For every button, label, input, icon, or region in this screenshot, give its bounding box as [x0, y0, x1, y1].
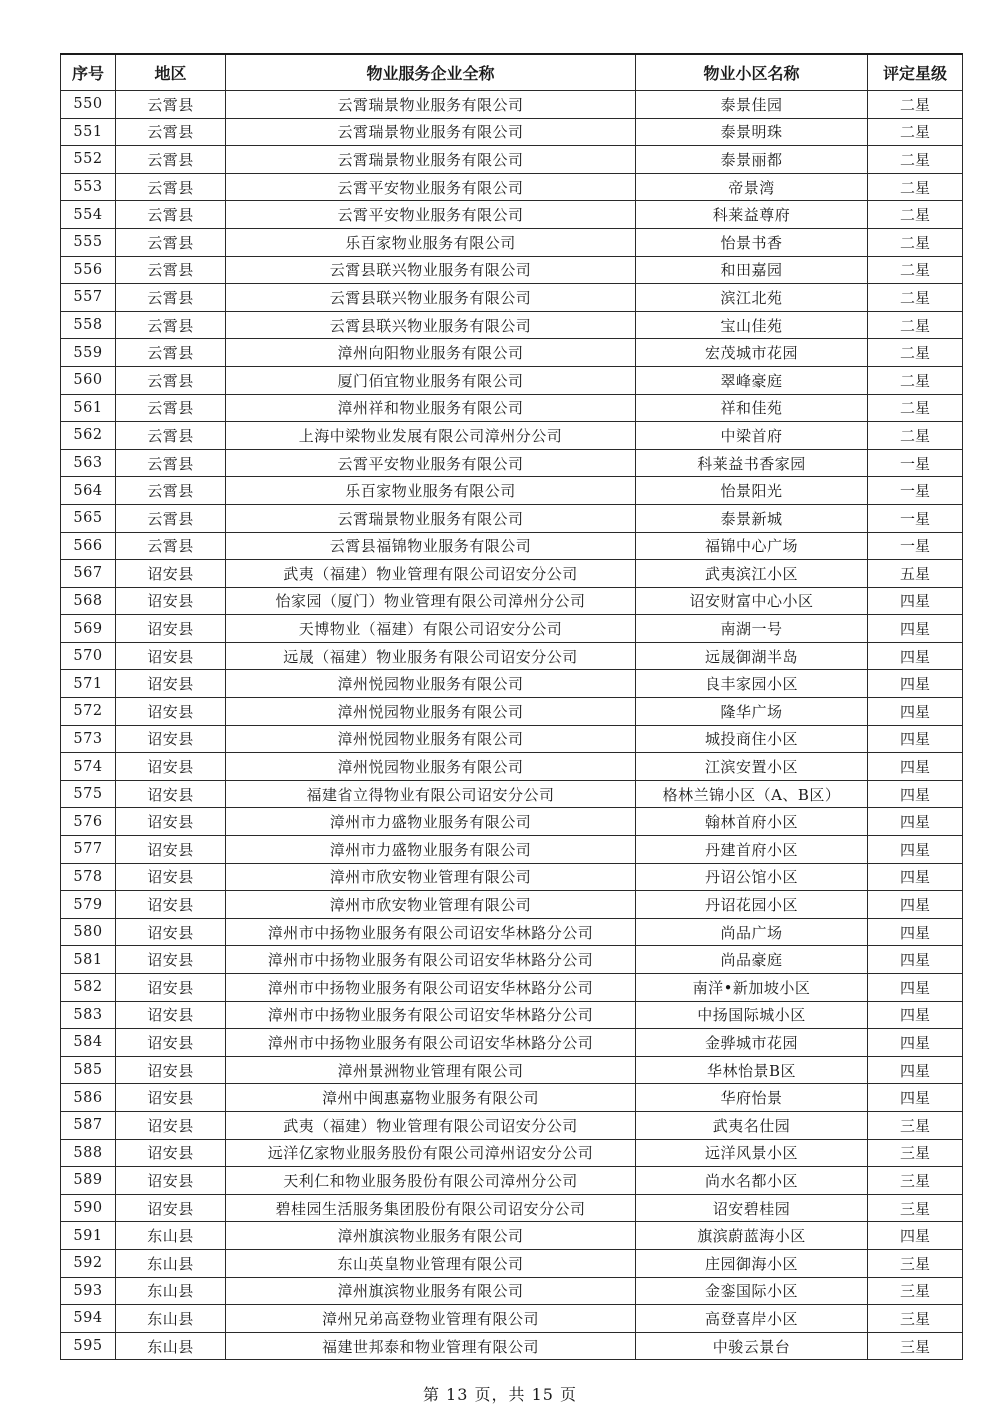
cell-region: 诏安县 [116, 725, 226, 753]
cell-index: 588 [61, 1139, 116, 1167]
cell-index: 587 [61, 1111, 116, 1139]
cell-star-rating: 三星 [868, 1194, 963, 1222]
cell-company: 乐百家物业服务有限公司 [226, 228, 636, 256]
cell-star-rating: 一星 [868, 477, 963, 505]
cell-community: 隆华广场 [636, 698, 868, 726]
cell-community: 江滨安置小区 [636, 753, 868, 781]
cell-star-rating: 二星 [868, 339, 963, 367]
header-community: 物业小区名称 [636, 54, 868, 91]
cell-star-rating: 三星 [868, 1249, 963, 1277]
table-row [61, 118, 963, 146]
cell-company: 漳州悦园物业服务有限公司 [226, 753, 636, 781]
cell-company: 漳州市力盛物业服务有限公司 [226, 808, 636, 836]
cell-star-rating: 四星 [868, 587, 963, 615]
cell-community: 怡景书香 [636, 228, 868, 256]
cell-company: 漳州市中扬物业服务有限公司诏安华林路分公司 [226, 946, 636, 974]
cell-region: 东山县 [116, 1277, 226, 1305]
cell-company: 漳州旗滨物业服务有限公司 [226, 1222, 636, 1250]
cell-star-rating: 一星 [868, 532, 963, 560]
table-row [61, 1222, 963, 1250]
cell-company: 漳州悦园物业服务有限公司 [226, 725, 636, 753]
cell-region: 云霄县 [116, 504, 226, 532]
cell-region: 云霄县 [116, 256, 226, 284]
cell-community: 泰景丽都 [636, 146, 868, 174]
page-number: 第 13 页，共 15 页 [422, 1385, 578, 1404]
table-header-row [61, 54, 963, 91]
table-row [61, 146, 963, 174]
cell-region: 诏安县 [116, 642, 226, 670]
table-row [61, 201, 963, 229]
cell-community: 华府怡景 [636, 1084, 868, 1112]
cell-community: 远晟御湖半岛 [636, 642, 868, 670]
cell-index: 571 [61, 670, 116, 698]
cell-star-rating: 四星 [868, 615, 963, 643]
cell-community: 科莱益尊府 [636, 201, 868, 229]
cell-region: 诏安县 [116, 780, 226, 808]
table-row [61, 946, 963, 974]
cell-index: 582 [61, 974, 116, 1002]
cell-star-rating: 四星 [868, 642, 963, 670]
cell-region: 诏安县 [116, 891, 226, 919]
cell-community: 中梁首府 [636, 422, 868, 450]
cell-index: 551 [61, 118, 116, 146]
cell-company: 怡家园（厦门）物业管理有限公司漳州分公司 [226, 587, 636, 615]
cell-index: 552 [61, 146, 116, 174]
cell-index: 567 [61, 560, 116, 588]
cell-region: 诏安县 [116, 698, 226, 726]
cell-star-rating: 二星 [868, 91, 963, 119]
cell-company: 云霄平安物业服务有限公司 [226, 449, 636, 477]
table-row [61, 1249, 963, 1277]
cell-region: 诏安县 [116, 974, 226, 1002]
cell-index: 594 [61, 1305, 116, 1333]
table-row [61, 587, 963, 615]
cell-region: 诏安县 [116, 918, 226, 946]
cell-star-rating: 二星 [868, 118, 963, 146]
table-row [61, 394, 963, 422]
cell-region: 诏安县 [116, 836, 226, 864]
cell-company: 云霄平安物业服务有限公司 [226, 173, 636, 201]
cell-community: 丹建首府小区 [636, 836, 868, 864]
cell-star-rating: 三星 [868, 1277, 963, 1305]
cell-company: 漳州市中扬物业服务有限公司诏安华林路分公司 [226, 1001, 636, 1029]
cell-index: 561 [61, 394, 116, 422]
cell-region: 诏安县 [116, 1001, 226, 1029]
cell-index: 573 [61, 725, 116, 753]
cell-community: 格林兰锦小区（A、B区） [636, 780, 868, 808]
cell-star-rating: 二星 [868, 228, 963, 256]
cell-star-rating: 三星 [868, 1305, 963, 1333]
cell-star-rating: 二星 [868, 173, 963, 201]
cell-star-rating: 一星 [868, 504, 963, 532]
cell-community: 诏安财富中心小区 [636, 587, 868, 615]
cell-community: 远洋风景小区 [636, 1139, 868, 1167]
cell-region: 云霄县 [116, 311, 226, 339]
cell-company: 天利仁和物业服务股份有限公司漳州分公司 [226, 1167, 636, 1195]
cell-company: 漳州旗滨物业服务有限公司 [226, 1277, 636, 1305]
cell-community: 翠峰豪庭 [636, 366, 868, 394]
cell-region: 诏安县 [116, 1139, 226, 1167]
cell-index: 569 [61, 615, 116, 643]
cell-index: 557 [61, 284, 116, 312]
cell-company: 远晟（福建）物业服务有限公司诏安分公司 [226, 642, 636, 670]
cell-region: 诏安县 [116, 1111, 226, 1139]
cell-index: 556 [61, 256, 116, 284]
cell-company: 福建世邦泰和物业管理有限公司 [226, 1332, 636, 1360]
cell-index: 572 [61, 698, 116, 726]
cell-region: 东山县 [116, 1249, 226, 1277]
cell-index: 553 [61, 173, 116, 201]
cell-index: 593 [61, 1277, 116, 1305]
cell-star-rating: 二星 [868, 366, 963, 394]
cell-company: 漳州兄弟高登物业管理有限公司 [226, 1305, 636, 1333]
cell-index: 566 [61, 532, 116, 560]
table-row [61, 918, 963, 946]
cell-company: 云霄县联兴物业服务有限公司 [226, 256, 636, 284]
cell-index: 581 [61, 946, 116, 974]
cell-company: 武夷（福建）物业管理有限公司诏安分公司 [226, 1111, 636, 1139]
cell-index: 589 [61, 1167, 116, 1195]
cell-company: 云霄县福锦物业服务有限公司 [226, 532, 636, 560]
cell-company: 漳州中闽惠嘉物业服务有限公司 [226, 1084, 636, 1112]
table-row [61, 173, 963, 201]
cell-index: 586 [61, 1084, 116, 1112]
cell-community: 怡景阳光 [636, 477, 868, 505]
cell-region: 云霄县 [116, 366, 226, 394]
cell-star-rating: 四星 [868, 836, 963, 864]
table-body [61, 91, 963, 1360]
cell-region: 东山县 [116, 1305, 226, 1333]
table-row [61, 615, 963, 643]
cell-company: 厦门佰宜物业服务有限公司 [226, 366, 636, 394]
cell-company: 漳州市欣安物业管理有限公司 [226, 863, 636, 891]
cell-company: 云霄瑞景物业服务有限公司 [226, 146, 636, 174]
cell-region: 云霄县 [116, 394, 226, 422]
cell-community: 宏茂城市花园 [636, 339, 868, 367]
cell-star-rating: 二星 [868, 146, 963, 174]
table-row [61, 311, 963, 339]
cell-region: 云霄县 [116, 449, 226, 477]
table-row [61, 91, 963, 119]
table-row [61, 366, 963, 394]
cell-company: 远洋亿家物业服务股份有限公司漳州诏安分公司 [226, 1139, 636, 1167]
cell-community: 南湖一号 [636, 615, 868, 643]
cell-index: 576 [61, 808, 116, 836]
table-row [61, 670, 963, 698]
header-company: 物业服务企业全称 [226, 54, 636, 91]
table-row [61, 863, 963, 891]
cell-company: 漳州市欣安物业管理有限公司 [226, 891, 636, 919]
cell-region: 诏安县 [116, 1084, 226, 1112]
cell-community: 帝景湾 [636, 173, 868, 201]
cell-community: 武夷名仕园 [636, 1111, 868, 1139]
table-row [61, 974, 963, 1002]
table-row [61, 504, 963, 532]
cell-region: 云霄县 [116, 146, 226, 174]
table-row [61, 1194, 963, 1222]
cell-region: 诏安县 [116, 1194, 226, 1222]
cell-index: 550 [61, 91, 116, 119]
table-row [61, 256, 963, 284]
cell-star-rating: 四星 [868, 891, 963, 919]
cell-star-rating: 四星 [868, 808, 963, 836]
cell-region: 云霄县 [116, 284, 226, 312]
table-row [61, 1056, 963, 1084]
cell-index: 578 [61, 863, 116, 891]
cell-region: 诏安县 [116, 670, 226, 698]
cell-region: 云霄县 [116, 532, 226, 560]
table-row [61, 422, 963, 450]
cell-star-rating: 二星 [868, 201, 963, 229]
star-rating-table [60, 53, 963, 1360]
cell-star-rating: 二星 [868, 256, 963, 284]
cell-star-rating: 五星 [868, 560, 963, 588]
cell-index: 554 [61, 201, 116, 229]
cell-index: 568 [61, 587, 116, 615]
cell-star-rating: 二星 [868, 284, 963, 312]
cell-community: 宝山佳苑 [636, 311, 868, 339]
cell-company: 碧桂园生活服务集团股份有限公司诏安分公司 [226, 1194, 636, 1222]
cell-community: 和田嘉园 [636, 256, 868, 284]
table-row [61, 228, 963, 256]
cell-star-rating: 四星 [868, 1222, 963, 1250]
cell-region: 云霄县 [116, 477, 226, 505]
cell-company: 乐百家物业服务有限公司 [226, 477, 636, 505]
cell-company: 福建省立得物业有限公司诏安分公司 [226, 780, 636, 808]
cell-community: 福锦中心广场 [636, 532, 868, 560]
cell-index: 584 [61, 1029, 116, 1057]
cell-index: 574 [61, 753, 116, 781]
cell-region: 诏安县 [116, 615, 226, 643]
cell-company: 天博物业（福建）有限公司诏安分公司 [226, 615, 636, 643]
cell-index: 560 [61, 366, 116, 394]
table-row [61, 1084, 963, 1112]
table-row [61, 780, 963, 808]
cell-region: 云霄县 [116, 201, 226, 229]
cell-community: 中扬国际城小区 [636, 1001, 868, 1029]
cell-index: 595 [61, 1332, 116, 1360]
cell-community: 金銮国际小区 [636, 1277, 868, 1305]
cell-region: 东山县 [116, 1222, 226, 1250]
cell-community: 尚品广场 [636, 918, 868, 946]
cell-region: 云霄县 [116, 339, 226, 367]
cell-index: 579 [61, 891, 116, 919]
cell-community: 武夷滨江小区 [636, 560, 868, 588]
cell-star-rating: 二星 [868, 311, 963, 339]
cell-index: 558 [61, 311, 116, 339]
table-row [61, 753, 963, 781]
cell-community: 金骅城市花园 [636, 1029, 868, 1057]
cell-index: 591 [61, 1222, 116, 1250]
cell-region: 诏安县 [116, 587, 226, 615]
cell-region: 诏安县 [116, 946, 226, 974]
table-row [61, 1029, 963, 1057]
cell-index: 590 [61, 1194, 116, 1222]
cell-region: 诏安县 [116, 1167, 226, 1195]
cell-community: 泰景佳园 [636, 91, 868, 119]
cell-star-rating: 三星 [868, 1111, 963, 1139]
cell-community: 庄园御海小区 [636, 1249, 868, 1277]
cell-star-rating: 四星 [868, 974, 963, 1002]
cell-company: 漳州祥和物业服务有限公司 [226, 394, 636, 422]
cell-region: 诏安县 [116, 753, 226, 781]
cell-region: 东山县 [116, 1332, 226, 1360]
cell-community: 丹诏花园小区 [636, 891, 868, 919]
cell-region: 诏安县 [116, 808, 226, 836]
table-row [61, 1111, 963, 1139]
cell-star-rating: 四星 [868, 1084, 963, 1112]
header-star-rating: 评定星级 [868, 54, 963, 91]
cell-star-rating: 四星 [868, 863, 963, 891]
cell-star-rating: 四星 [868, 753, 963, 781]
table-row [61, 698, 963, 726]
cell-region: 云霄县 [116, 91, 226, 119]
table-row [61, 1167, 963, 1195]
cell-index: 559 [61, 339, 116, 367]
cell-index: 564 [61, 477, 116, 505]
cell-region: 云霄县 [116, 422, 226, 450]
cell-company: 上海中梁物业发展有限公司漳州分公司 [226, 422, 636, 450]
cell-community: 祥和佳苑 [636, 394, 868, 422]
cell-star-rating: 四星 [868, 1056, 963, 1084]
cell-community: 泰景明珠 [636, 118, 868, 146]
cell-community: 丹诏公馆小区 [636, 863, 868, 891]
cell-index: 575 [61, 780, 116, 808]
table-row [61, 1277, 963, 1305]
cell-star-rating: 四星 [868, 946, 963, 974]
table-row [61, 532, 963, 560]
table-row [61, 477, 963, 505]
cell-index: 580 [61, 918, 116, 946]
cell-community: 良丰家园小区 [636, 670, 868, 698]
cell-region: 诏安县 [116, 863, 226, 891]
cell-company: 云霄瑞景物业服务有限公司 [226, 91, 636, 119]
cell-star-rating: 四星 [868, 725, 963, 753]
cell-index: 592 [61, 1249, 116, 1277]
cell-company: 云霄县联兴物业服务有限公司 [226, 284, 636, 312]
table-row [61, 642, 963, 670]
cell-star-rating: 二星 [868, 422, 963, 450]
cell-star-rating: 三星 [868, 1139, 963, 1167]
cell-company: 云霄瑞景物业服务有限公司 [226, 504, 636, 532]
table-row [61, 339, 963, 367]
cell-community: 旗滨蔚蓝海小区 [636, 1222, 868, 1250]
cell-index: 583 [61, 1001, 116, 1029]
table-row [61, 449, 963, 477]
table-row [61, 1139, 963, 1167]
cell-star-rating: 四星 [868, 670, 963, 698]
cell-community: 翰林首府小区 [636, 808, 868, 836]
table-row [61, 1305, 963, 1333]
cell-star-rating: 四星 [868, 1029, 963, 1057]
table-row [61, 1001, 963, 1029]
cell-company: 云霄平安物业服务有限公司 [226, 201, 636, 229]
cell-community: 尚品豪庭 [636, 946, 868, 974]
header-region: 地区 [116, 54, 226, 91]
cell-star-rating: 二星 [868, 394, 963, 422]
cell-index: 563 [61, 449, 116, 477]
cell-star-rating: 三星 [868, 1332, 963, 1360]
cell-company: 漳州市力盛物业服务有限公司 [226, 836, 636, 864]
cell-star-rating: 四星 [868, 780, 963, 808]
cell-star-rating: 一星 [868, 449, 963, 477]
cell-company: 云霄县联兴物业服务有限公司 [226, 311, 636, 339]
cell-index: 577 [61, 836, 116, 864]
table-row [61, 891, 963, 919]
cell-star-rating: 四星 [868, 698, 963, 726]
cell-region: 诏安县 [116, 560, 226, 588]
cell-company: 漳州悦园物业服务有限公司 [226, 698, 636, 726]
cell-community: 城投商住小区 [636, 725, 868, 753]
table-row [61, 1332, 963, 1360]
cell-community: 科莱益书香家园 [636, 449, 868, 477]
cell-company: 漳州市中扬物业服务有限公司诏安华林路分公司 [226, 918, 636, 946]
cell-star-rating: 四星 [868, 918, 963, 946]
cell-star-rating: 三星 [868, 1167, 963, 1195]
table-row [61, 808, 963, 836]
cell-community: 中骏云景台 [636, 1332, 868, 1360]
cell-index: 585 [61, 1056, 116, 1084]
table-row [61, 560, 963, 588]
cell-star-rating: 四星 [868, 1001, 963, 1029]
cell-community: 南洋•新加坡小区 [636, 974, 868, 1002]
cell-company: 漳州悦园物业服务有限公司 [226, 670, 636, 698]
table-row [61, 725, 963, 753]
cell-region: 云霄县 [116, 173, 226, 201]
cell-community: 高登喜岸小区 [636, 1305, 868, 1333]
cell-company: 漳州市中扬物业服务有限公司诏安华林路分公司 [226, 974, 636, 1002]
cell-index: 562 [61, 422, 116, 450]
cell-company: 东山英皇物业管理有限公司 [226, 1249, 636, 1277]
cell-region: 云霄县 [116, 228, 226, 256]
cell-region: 云霄县 [116, 118, 226, 146]
table-row [61, 284, 963, 312]
cell-company: 漳州景洲物业管理有限公司 [226, 1056, 636, 1084]
cell-community: 尚水名都小区 [636, 1167, 868, 1195]
cell-company: 云霄瑞景物业服务有限公司 [226, 118, 636, 146]
cell-community: 诏安碧桂园 [636, 1194, 868, 1222]
cell-index: 570 [61, 642, 116, 670]
cell-community: 泰景新城 [636, 504, 868, 532]
cell-company: 漳州市中扬物业服务有限公司诏安华林路分公司 [226, 1029, 636, 1057]
header-index: 序号 [61, 54, 116, 91]
cell-region: 诏安县 [116, 1029, 226, 1057]
cell-community: 滨江北苑 [636, 284, 868, 312]
cell-index: 565 [61, 504, 116, 532]
cell-company: 漳州向阳物业服务有限公司 [226, 339, 636, 367]
cell-community: 华林怡景B区 [636, 1056, 868, 1084]
cell-region: 诏安县 [116, 1056, 226, 1084]
table-row [61, 836, 963, 864]
cell-company: 武夷（福建）物业管理有限公司诏安分公司 [226, 560, 636, 588]
cell-index: 555 [61, 228, 116, 256]
